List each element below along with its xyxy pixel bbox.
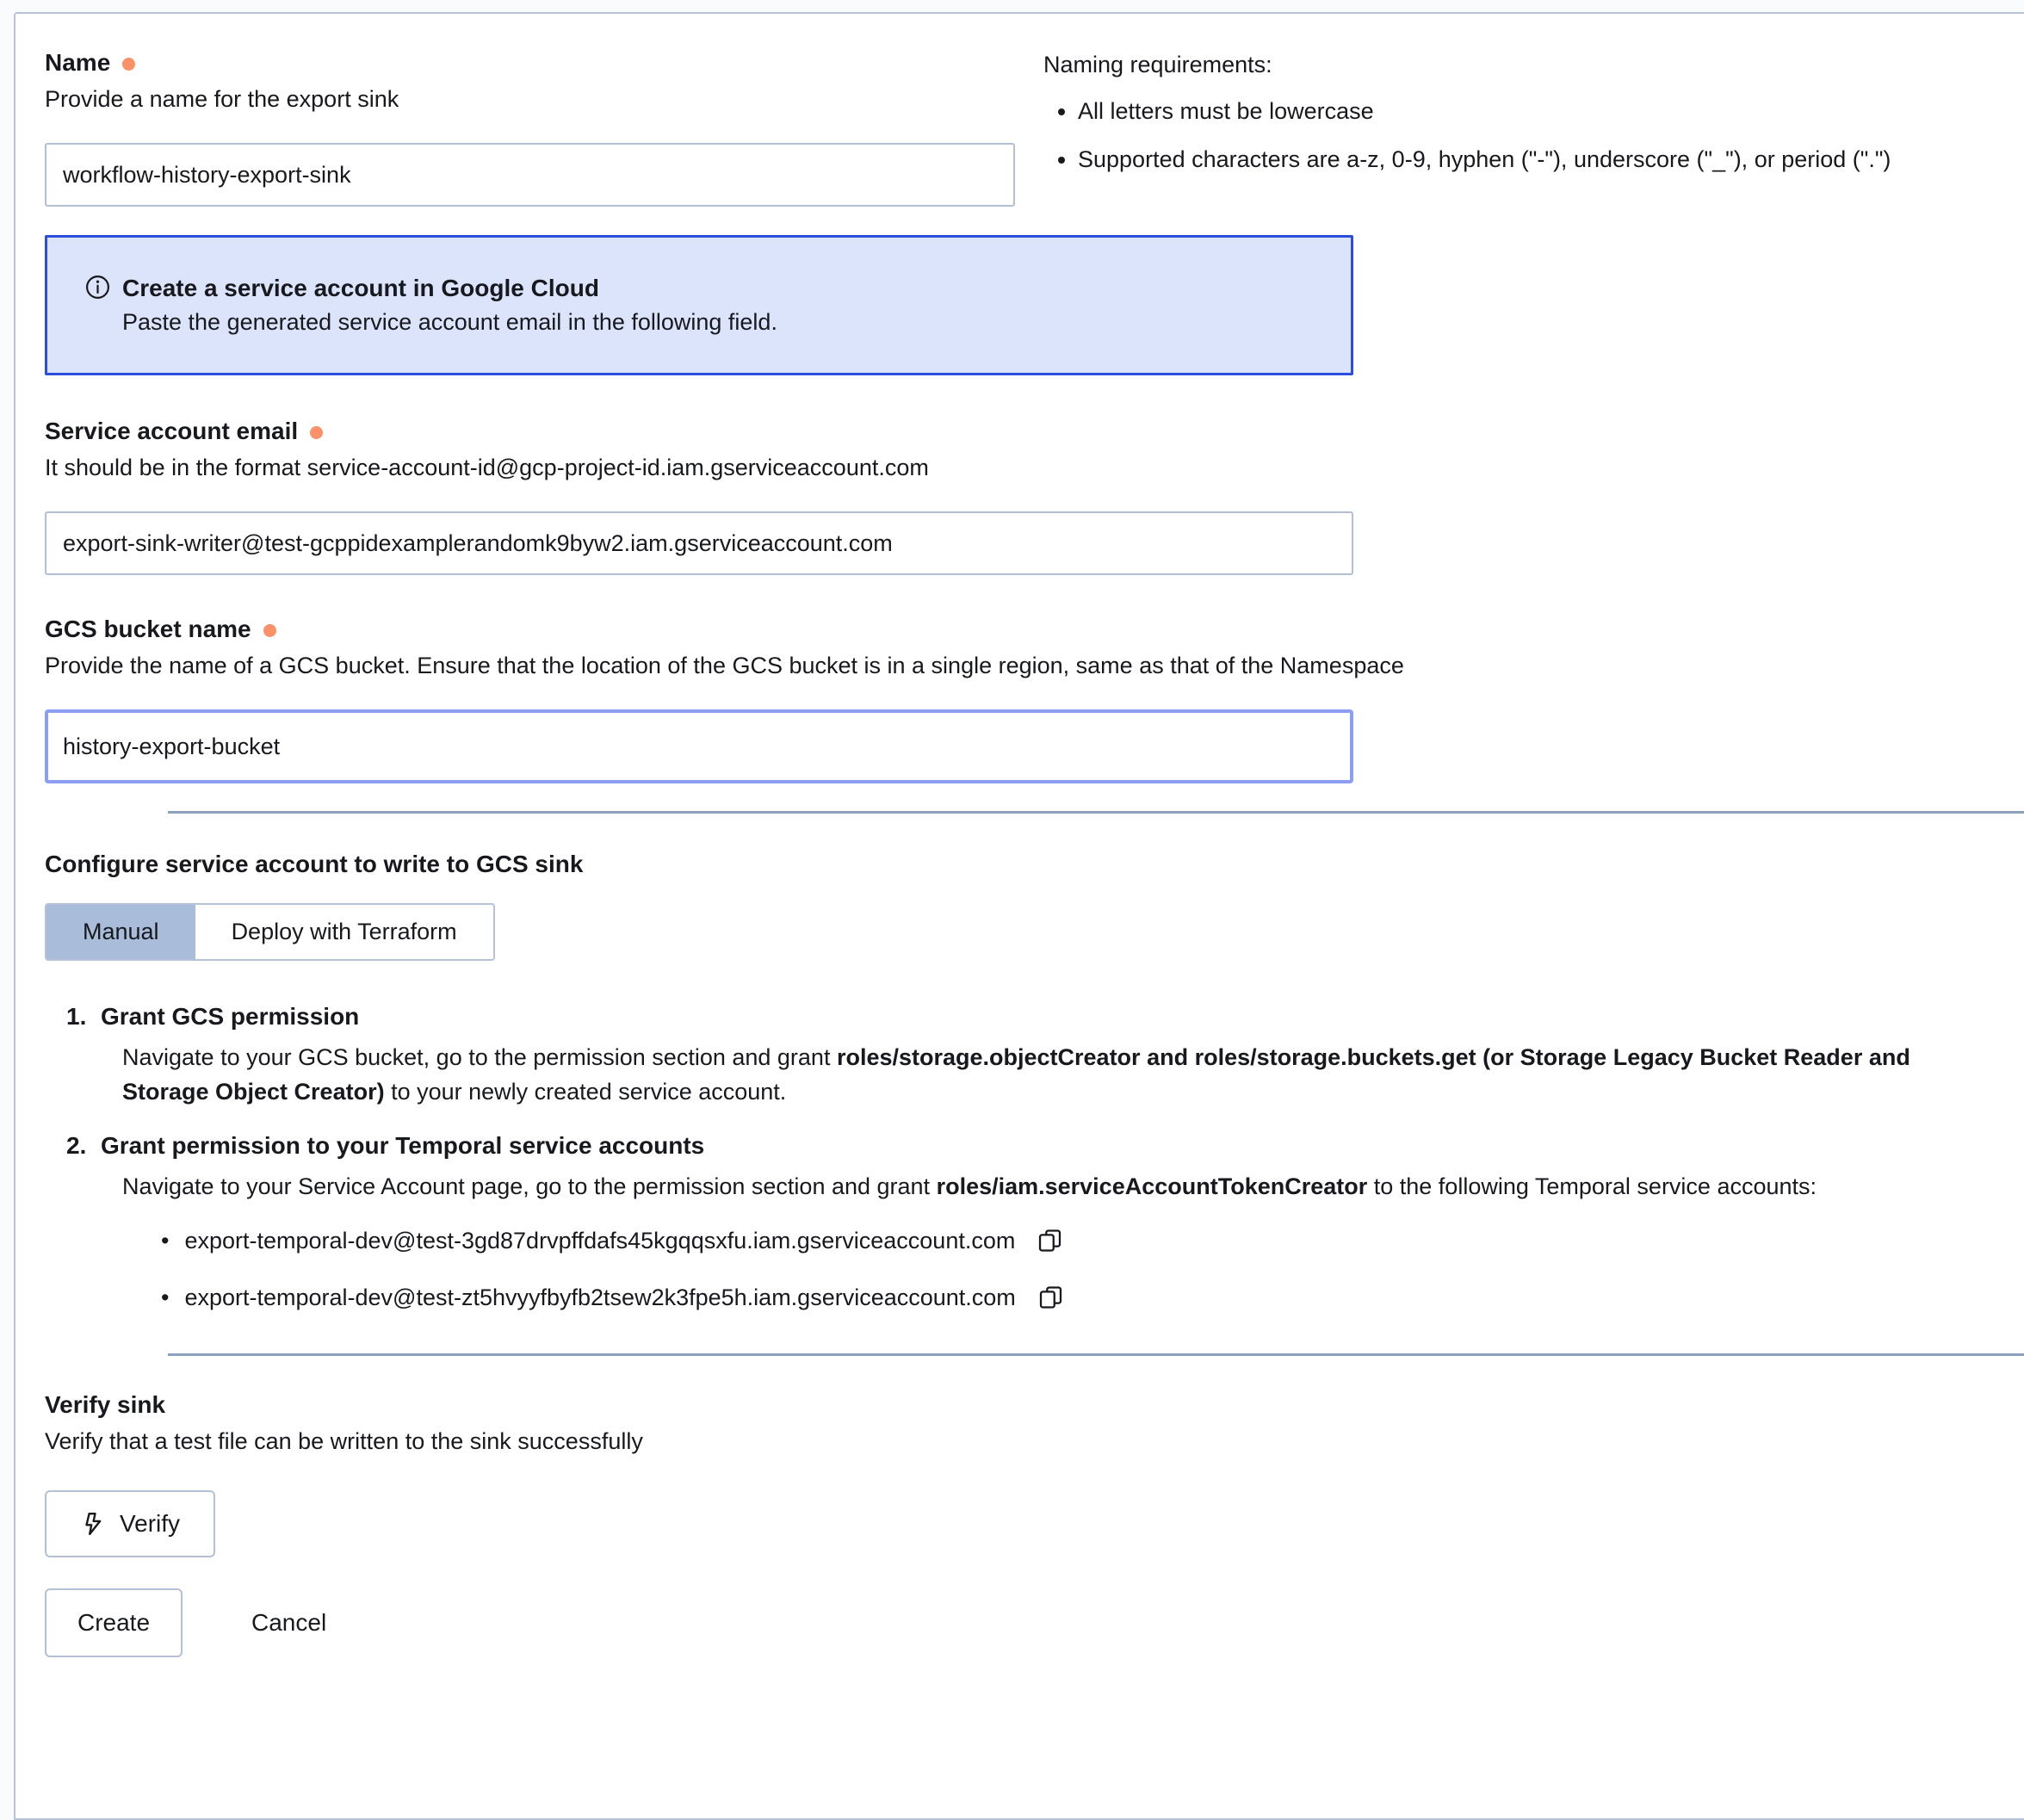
required-dot-icon xyxy=(310,426,323,439)
service-account-description: It should be in the format service-account-id@gcp-project-id.iam.gserviceaccount.com xyxy=(45,453,2024,482)
create-button-label: Create xyxy=(77,1609,150,1637)
service-account-label: Service account email xyxy=(45,417,298,446)
step-grant-gcs-permission xyxy=(45,1000,2024,1109)
temporal-service-accounts-list xyxy=(45,1226,2024,1312)
step-title: Grant GCS permission xyxy=(101,1003,359,1030)
info-banner-body: Paste the generated service account email in the following field. xyxy=(122,305,777,339)
sink-name-input[interactable] xyxy=(45,143,1015,207)
required-dot-icon xyxy=(263,624,276,637)
cancel-button-label: Cancel xyxy=(251,1609,326,1637)
copy-icon xyxy=(1037,1228,1062,1254)
copy-button[interactable] xyxy=(1038,1285,1063,1310)
name-field-description: Provide a name for the export sink xyxy=(45,84,1015,114)
naming-requirements xyxy=(1043,48,2024,193)
name-field-label: Name xyxy=(45,48,110,77)
bucket-label: GCS bucket name xyxy=(45,615,251,644)
form-actions xyxy=(45,1588,2024,1657)
step-number: 2. xyxy=(66,1130,101,1162)
copy-button[interactable] xyxy=(1037,1228,1062,1254)
cancel-button[interactable] xyxy=(243,1588,335,1657)
step-body: Navigate to your Service Account page, go to the permission section and grant roles/iam.serviceAccountTokenCreator to the following Temporal service accounts: xyxy=(122,1169,1999,1204)
manual-steps xyxy=(45,1000,2024,1204)
section-divider xyxy=(168,1353,2024,1356)
service-account-email-input[interactable] xyxy=(45,511,1353,575)
tab-deploy-with-terraform[interactable]: Deploy with Terraform xyxy=(195,905,493,959)
verify-button-label: Verify xyxy=(120,1510,180,1538)
info-banner-title: Create a service account in Google Cloud xyxy=(122,272,777,305)
step-body: Navigate to your GCS bucket, go to the permission section and grant roles/storage.objectCreator and roles/storage.buckets.get (or Storage Legacy Bucket Reader and Storage Object Creator) to your newly created service account. xyxy=(122,1040,1999,1109)
verify-description: Verify that a test file can be written to the sink successfully xyxy=(45,1427,2024,1456)
bucket-description: Provide the name of a GCS bucket. Ensure that the location of the GCS bucket is in a single region, same as that of the Namespace xyxy=(45,651,2024,680)
service-account-section xyxy=(45,417,2024,575)
info-icon xyxy=(84,274,111,300)
lightning-icon xyxy=(80,1511,106,1537)
verify-heading: Verify sink xyxy=(45,1390,2024,1420)
step-grant-temporal-permission xyxy=(45,1130,2024,1204)
step-number: 1. xyxy=(66,1000,101,1033)
configure-heading: Configure service account to write to GCS sink xyxy=(45,850,2024,879)
temporal-account-email: • export-temporal-dev@test-zt5hvyyfbyfb2tsew2k3fpe5h.iam.gserviceaccount.com xyxy=(184,1283,1015,1312)
verify-button[interactable] xyxy=(45,1490,215,1557)
section-divider xyxy=(168,811,2024,814)
create-button[interactable] xyxy=(45,1588,183,1657)
step-title: Grant permission to your Temporal service accounts xyxy=(101,1132,704,1159)
naming-requirements-title: Naming requirements: xyxy=(1043,50,2024,79)
temporal-account-item xyxy=(161,1226,2024,1255)
gcs-bucket-name-input[interactable] xyxy=(45,709,1353,783)
service-account-info-banner xyxy=(45,235,1353,375)
required-dot-icon xyxy=(122,58,135,71)
copy-icon xyxy=(1038,1285,1063,1310)
naming-requirement-item: • Supported characters are a-z, 0-9, hyphen ("-"), underscore ("_"), or period (".") xyxy=(1078,145,2024,174)
export-sink-form-card xyxy=(14,12,2024,1820)
tab-manual[interactable]: Manual xyxy=(46,905,195,959)
bucket-section xyxy=(45,615,2024,783)
configure-tab-group xyxy=(45,903,495,961)
name-section xyxy=(45,48,2024,207)
temporal-account-item xyxy=(161,1283,2024,1312)
naming-requirement-item: • All letters must be lowercase xyxy=(1078,96,2024,126)
temporal-account-email: • export-temporal-dev@test-3gd87drvpffdafs45kgqqsxfu.iam.gserviceaccount.com xyxy=(184,1226,1015,1255)
